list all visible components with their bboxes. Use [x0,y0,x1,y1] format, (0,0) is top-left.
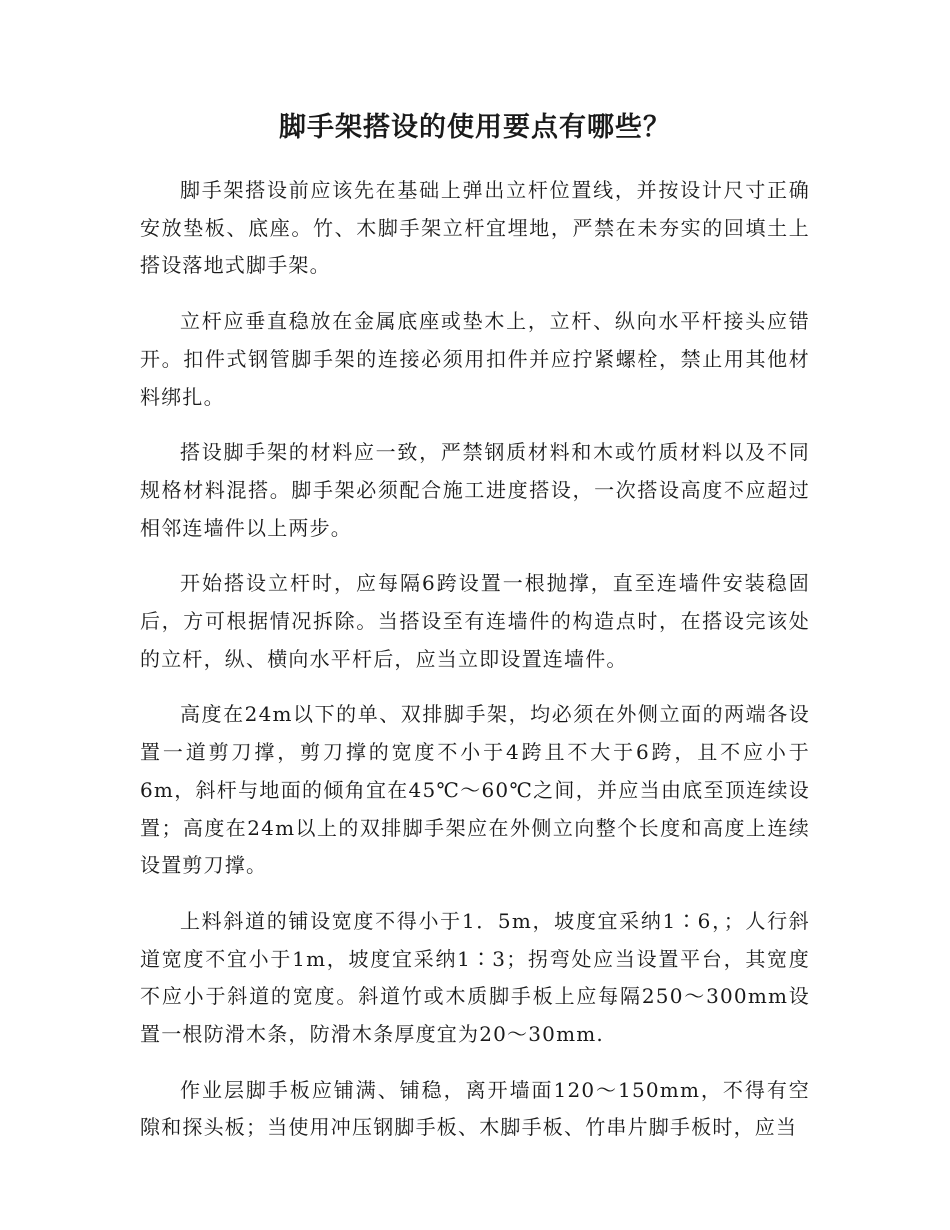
paragraph-bracing: 开始搭设立杆时，应每隔6跨设置一根抛撑，直至连墙件安装稳固后，方可根据情况拆除。当搭设至有连墙件的构造点时，在搭设完该处的立杆，纵、横向水平杆后，应当立即设置连墙件。 [140,571,810,671]
document-title: 脚手架搭设的使用要点有哪些？ [279,112,671,143]
paragraph-upright-poles: 立杆应垂直稳放在金属底座或垫木上，立杆、纵向水平杆接头应错开。扣件式钢管脚手架的连接必须用扣件并应拧紧螺栓，禁止用其他材料绑扎。 [140,309,810,409]
paragraph-ramps: 上料斜道的铺设宽度不得小于1．5m，坡度宜采纳1∶6，；人行斜道宽度不宜小于1m，坡度宜采纳1∶3；拐弯处应当设置平台，其宽度不应小于斜道的宽度。斜道竹或木质脚手板上应每隔250～300mm设置一根防滑木条，防滑木条厚度宜为20～30mm. [140,908,810,1047]
paragraph-scissor-braces: 高度在24m以下的单、双排脚手架，均必须在外侧立面的两端各设置一道剪刀撑，剪刀撑的宽度不小于4跨且不大于6跨，且不应小于6m，斜杆与地面的倾角宜在45℃～60℃之间，并应当由底至顶连续设置；高度在24m以上的双排脚手架应在外侧立向整个长度和高度上连续设置剪刀撑。 [140,702,810,878]
paragraph-foundation: 脚手架搭设前应该先在基础上弹出立杆位置线，并按设计尺寸正确安放垫板、底座。竹、木脚手架立杆宜埋地，严禁在未夯实的回填土上搭设落地式脚手架。 [140,178,810,278]
paragraph-work-platform: 作业层脚手板应铺满、铺稳，离开墙面120～150mm，不得有空隙和探头板；当使用冲压钢脚手板、木脚手板、竹串片脚手板时，应当 [140,1077,810,1140]
paragraph-materials: 搭设脚手架的材料应一致，严禁钢质材料和木或竹质材料以及不同规格材料混搭。脚手架必须配合施工进度搭设，一次搭设高度不应超过相邻连墙件以上两步。 [140,440,810,540]
